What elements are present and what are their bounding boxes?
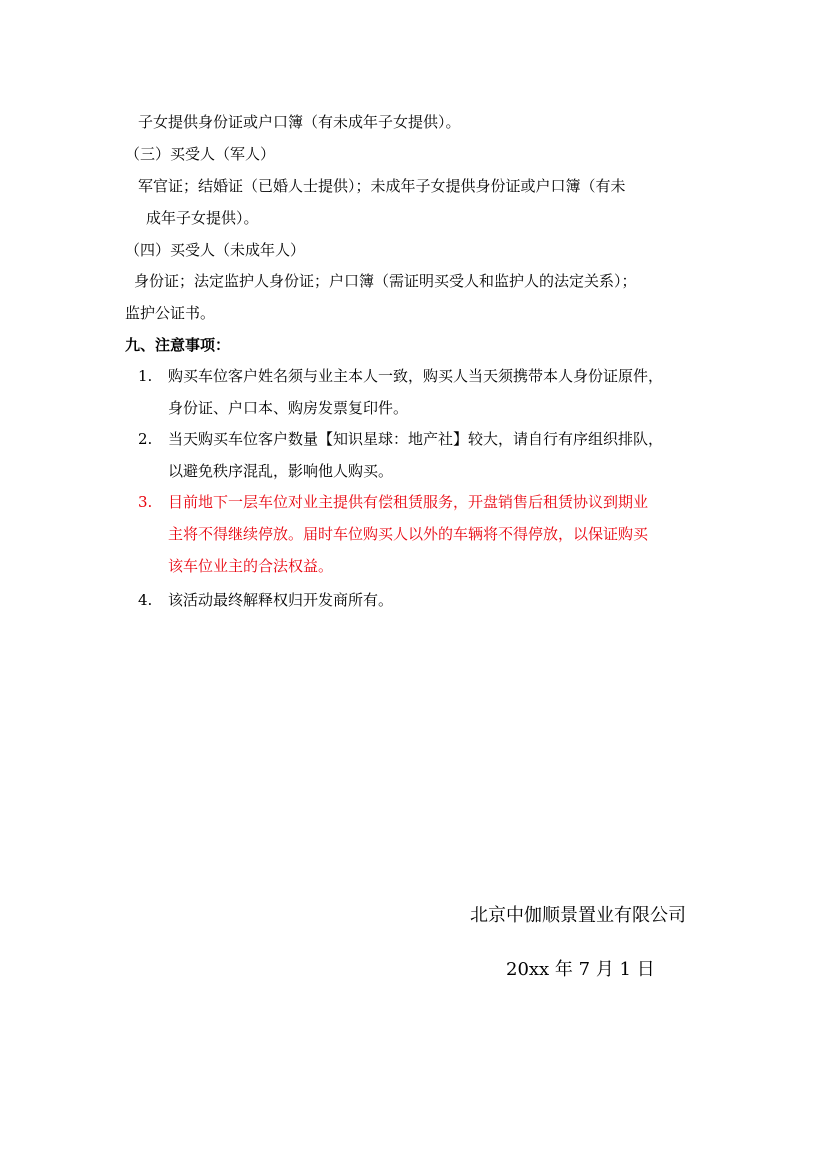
list-item-number: 1. (138, 367, 153, 385)
highlighted-notice-line: 该车位业主的合法权益。 (168, 557, 334, 575)
minor-buyer-docs-line2: 监护公证书。 (125, 304, 216, 322)
company-name: 北京中伽顺景置业有限公司 (470, 905, 686, 926)
highlighted-notice-line: 主将不得继续停放。届时车位购买人以外的车辆将不得停放，以保证购买 (168, 525, 649, 543)
list-item-number: 2. (138, 430, 153, 448)
previous-section-line: 子女提供身份证或户口簿（有未成年子女提供）。 (138, 113, 461, 131)
military-buyer-docs-line2: 成年子女提供）。 (146, 209, 259, 227)
document-date: 20xx 年 7 月 1 日 (506, 959, 655, 980)
minor-buyer-docs-line1: 身份证；法定监护人身份证；户口簿（需证明买受人和监护人的法定关系）； (134, 272, 637, 290)
list-item-number: 4. (138, 591, 153, 609)
notes-heading: 九、注意事项： (125, 336, 231, 354)
military-buyer-docs-line1: 军官证；结婚证（已婚人士提供）；未成年子女提供身份证或户口簿（有未 (138, 177, 626, 195)
highlighted-notice-line: 目前地下一层车位对业主提供有偿租赁服务，开盘销售后租赁协议到期业 (168, 493, 649, 511)
list-item-line: 身份证、户口本、购房发票复印件。 (168, 399, 409, 417)
list-item-line: 以避免秩序混乱，影响他人购买。 (168, 462, 394, 480)
list-item-number: 3. (138, 493, 153, 511)
list-item-line: 当天购买车位客户数量【知识星球：地产社】较大，请自行有序组织排队， (168, 430, 664, 448)
military-buyer-title: （三）买受人（军人） (125, 145, 276, 163)
minor-buyer-title: （四）买受人（未成年人） (125, 241, 306, 259)
list-item-line: 购买车位客户姓名须与业主本人一致，购买人当天须携带本人身份证原件， (168, 367, 664, 385)
list-item-line: 该活动最终解释权归开发商所有。 (168, 591, 394, 609)
